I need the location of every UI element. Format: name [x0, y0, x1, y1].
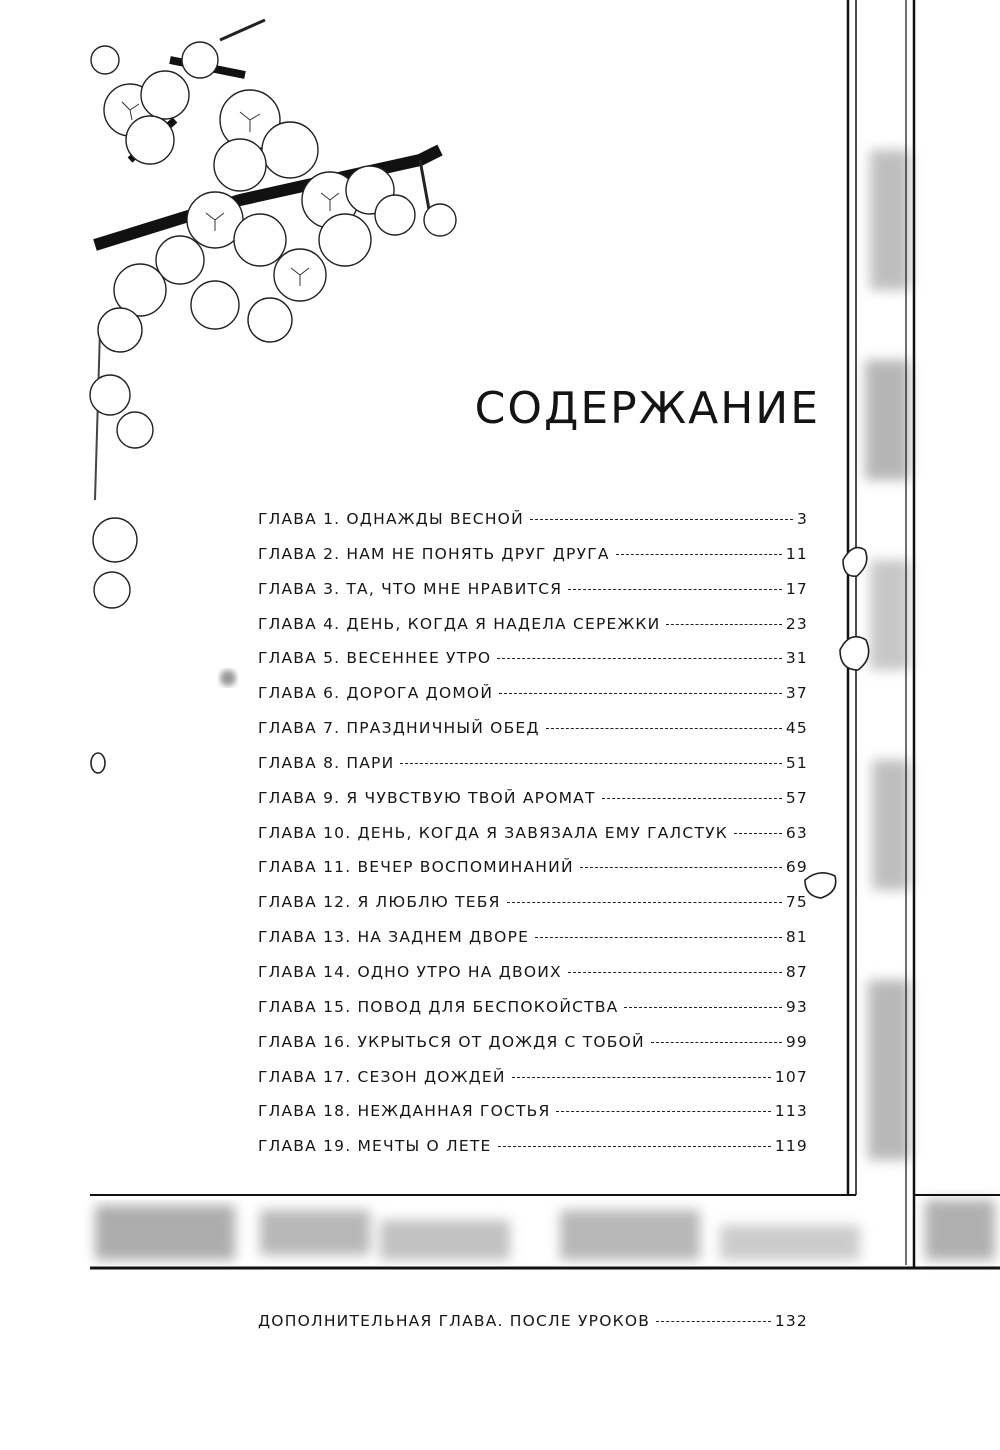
toc-row [258, 580, 808, 615]
toc-leader-dots [568, 589, 782, 590]
toc-page-number: 93 [785, 997, 808, 1016]
toc-chapter-title: ГЛАВА 19. МЕЧТЫ О ЛЕТЕ [258, 1137, 492, 1156]
toc-page-number: 45 [785, 719, 808, 738]
toc-page-number: 57 [785, 788, 808, 807]
ink-wash-right [865, 150, 995, 1260]
toc-page-number: 23 [785, 614, 808, 633]
toc-chapter-title: ГЛАВА 10. ДЕНЬ, КОГДА Я ЗАВЯЗАЛА ЕМУ ГАЛСТУК [258, 823, 728, 842]
toc-page-number: 107 [774, 1067, 808, 1086]
bonus-chapter-entry [258, 1312, 808, 1347]
toc-row [258, 1068, 808, 1103]
ink-spot [220, 670, 236, 686]
toc-leader-dots [400, 763, 781, 764]
toc-row [258, 1033, 808, 1068]
toc-leader-dots [580, 867, 782, 868]
toc-row [258, 1137, 808, 1172]
toc-row [258, 824, 808, 859]
toc-leader-dots [656, 1321, 771, 1322]
page-title: СОДЕРЖАНИЕ [474, 383, 820, 434]
toc-row [258, 649, 808, 684]
toc-leader-dots [499, 693, 782, 694]
toc-page-number: 75 [785, 893, 808, 912]
toc-chapter-title: ГЛАВА 4. ДЕНЬ, КОГДА Я НАДЕЛА СЕРЕЖКИ [258, 614, 661, 633]
toc-leader-dots [507, 902, 782, 903]
toc-leader-dots [497, 658, 782, 659]
toc-chapter-title: ГЛАВА 13. НА ЗАДНЕМ ДВОРЕ [258, 928, 530, 947]
toc-page-number: 69 [785, 858, 808, 877]
toc-leader-dots [568, 972, 782, 973]
toc-chapter-title: ГЛАВА 16. УКРЫТЬСЯ ОТ ДОЖДЯ С ТОБОЙ [258, 1032, 645, 1051]
toc-page-number: 81 [785, 928, 808, 947]
ink-wash-band [95, 1205, 860, 1260]
toc-page-number: 63 [785, 823, 808, 842]
toc-leader-dots [512, 1077, 771, 1078]
toc-chapter-title: ГЛАВА 14. ОДНО УТРО НА ДВОИХ [258, 962, 562, 981]
toc-leader-dots [602, 798, 782, 799]
toc-leader-dots [530, 519, 793, 520]
toc-page-number: 37 [785, 684, 808, 703]
toc-row [258, 615, 808, 650]
toc-chapter-title: ГЛАВА 5. ВЕСЕННЕЕ УТРО [258, 649, 492, 668]
toc-row [258, 789, 808, 824]
toc-leader-dots [624, 1007, 781, 1008]
toc-leader-dots [556, 1111, 770, 1112]
toc-row [258, 1102, 808, 1137]
toc-chapter-title: ГЛАВА 1. ОДНАЖДЫ ВЕСНОЙ [258, 510, 524, 528]
toc-page-number: 132 [774, 1312, 808, 1330]
toc-chapter-title: ГЛАВА 18. НЕЖДАННАЯ ГОСТЬЯ [258, 1102, 551, 1121]
toc-row [258, 963, 808, 998]
toc-chapter-title: ГЛАВА 9. Я ЧУВСТВУЮ ТВОЙ АРОМАТ [258, 788, 596, 807]
toc-row [258, 684, 808, 719]
toc-row [258, 719, 808, 754]
toc-page-number: 11 [785, 544, 808, 563]
toc-leader-dots [616, 554, 782, 555]
toc-row [258, 998, 808, 1033]
toc-leader-dots [535, 937, 782, 938]
toc-page-number: 119 [774, 1137, 808, 1156]
toc-chapter-title: ГЛАВА 7. ПРАЗДНИЧНЫЙ ОБЕД [258, 719, 540, 738]
toc-page-number: 51 [785, 753, 808, 772]
toc-row [258, 1312, 808, 1347]
toc-chapter-title: ГЛАВА 6. ДОРОГА ДОМОЙ [258, 684, 494, 703]
toc-page-number: 17 [785, 579, 808, 598]
toc-chapter-title: ДОПОЛНИТЕЛЬНАЯ ГЛАВА. ПОСЛЕ УРОКОВ [258, 1312, 651, 1330]
toc-leader-dots [734, 833, 782, 834]
toc-row [258, 510, 808, 545]
toc-row [258, 545, 808, 580]
toc-row [258, 754, 808, 789]
toc-leader-dots [498, 1146, 771, 1147]
toc-leader-dots [651, 1042, 782, 1043]
toc-chapter-title: ГЛАВА 12. Я ЛЮБЛЮ ТЕБЯ [258, 893, 501, 912]
toc-row [258, 858, 808, 893]
toc-page-number: 113 [774, 1102, 808, 1121]
toc-chapter-title: ГЛАВА 17. СЕЗОН ДОЖДЕЙ [258, 1067, 506, 1086]
toc-page-number: 87 [785, 962, 808, 981]
toc-chapter-title: ГЛАВА 15. ПОВОД ДЛЯ БЕСПОКОЙСТВА [258, 997, 619, 1016]
toc-chapter-title: ГЛАВА 11. ВЕЧЕР ВОСПОМИНАНИЙ [258, 858, 574, 877]
toc-chapter-title: ГЛАВА 3. ТА, ЧТО МНЕ НРАВИТСЯ [258, 579, 563, 598]
toc-row [258, 893, 808, 928]
toc-row [258, 928, 808, 963]
toc-page-number: 99 [785, 1032, 808, 1051]
toc-page-number: 31 [785, 649, 808, 668]
toc-leader-dots [666, 624, 781, 625]
toc-chapter-title: ГЛАВА 8. ПАРИ [258, 753, 395, 772]
table-of-contents [258, 510, 808, 1172]
toc-page-number: 3 [796, 510, 808, 528]
toc-leader-dots [546, 728, 782, 729]
toc-chapter-title: ГЛАВА 2. НАМ НЕ ПОНЯТЬ ДРУГ ДРУГА [258, 544, 610, 563]
